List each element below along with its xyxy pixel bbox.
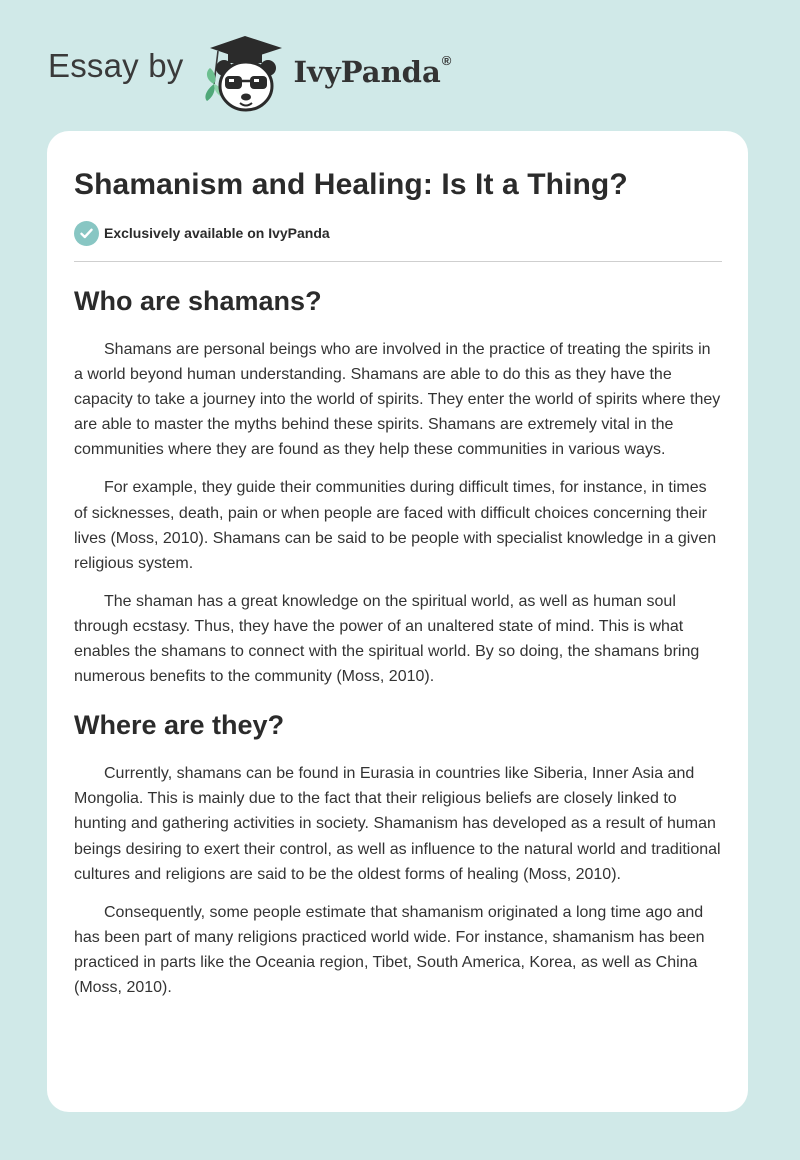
site-brand[interactable]: [48, 34, 451, 114]
paragraph: The shaman has a great knowledge on the spiritual world, as well as human soul through ecstasy. Thus, they have the power of an unaltered state of mind. This is what enables the shamans to connect with the spiritual world. By so doing, the shamans bring numerous benefits to the community (Moss, 2010).: [74, 592, 700, 686]
page-title: Shamanism and Healing: Is It a Thing?: [74, 168, 628, 201]
paragraph: Shamans are personal beings who are involved in the practice of treating the spirits in a world beyond human understanding. Shamans are able to do this as they have the capacity to take a journey into the world of spirits. They enter the world of spirits where they are able to master the myths behind these spirits. Shamans are extremely vital in the communities where they are found as they help these communities in various ways.: [74, 341, 721, 459]
paragraph: Consequently, some people estimate that shamanism originated a long time ago and has been part of many religions practiced world wide. For instance, shamanism has been practiced in parts like the Oceania region, Tibet, South America, Korea, as well as China (Moss, 2010).: [74, 903, 705, 996]
essay-by-label: Essay by: [48, 47, 184, 84]
section-heading: Who are shamans?: [74, 286, 322, 316]
title-divider: [74, 261, 722, 262]
essay-card: [47, 131, 748, 1112]
exclusive-badge-text: Exclusively available on IvyPanda: [104, 225, 330, 241]
section-who-are-shamans: [74, 284, 722, 689]
exclusive-badge: [74, 220, 722, 246]
trademark-symbol: ®: [441, 53, 452, 68]
brand-name: IvyPanda®: [293, 53, 452, 89]
section-heading: Where are they?: [74, 710, 285, 741]
paragraph: Currently, shamans can be found in Eurasia in countries like Siberia, Inner Asia and Mongolia. This is mainly due to the fact that their religious beliefs are closely linked to hunting and gathering activities in society. Shamanism has developed as a result of human beings desiring to exert their control, as well as influence to the natural world and traditional cultures and religions are said to be the oldest forms of healing (Moss, 2010).: [74, 765, 721, 883]
panda-graduate-logo-icon: [198, 34, 288, 114]
section-where-are-they: [74, 708, 722, 1000]
paragraph: For example, they guide their communities during difficult times, for instance, in times of sicknesses, death, pain or when people are faced with difficult choices concerning their lives (Moss, 2010). Shamans can be said to be people with specialist knowledge in a given religious system.: [74, 479, 717, 572]
check-circle-icon: [74, 221, 99, 246]
